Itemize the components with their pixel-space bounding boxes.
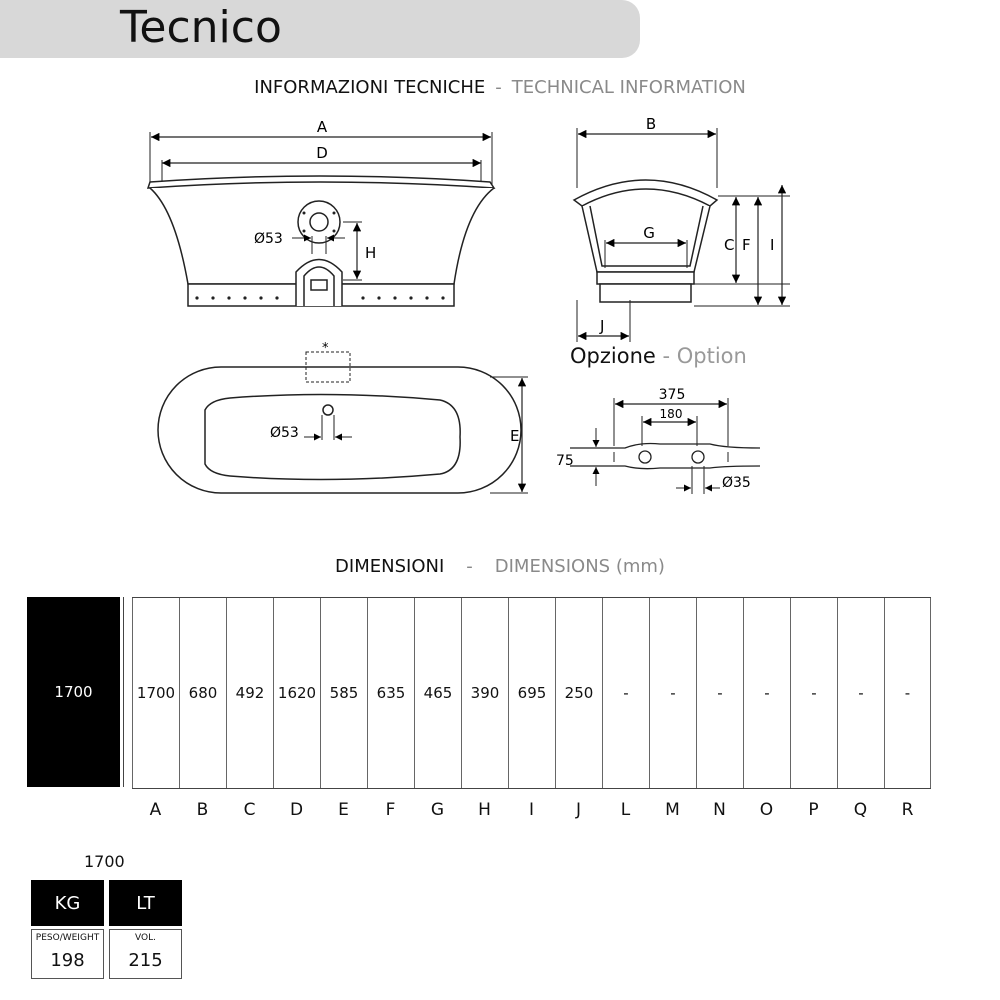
label-G: G — [643, 224, 655, 242]
weight-value: 198 — [50, 950, 85, 971]
dimensions-heading — [0, 556, 1000, 577]
label-B: B — [645, 115, 657, 133]
dimensions-en: DIMENSIONS (mm) — [494, 556, 665, 577]
dim-letter-P: P — [808, 800, 819, 820]
dim-letter-H: H — [478, 800, 491, 820]
dimensions-sep: - — [466, 556, 473, 577]
dim-letter-L: L — [620, 800, 631, 820]
dim-letter-F: F — [385, 800, 396, 820]
dim-letter-B: B — [196, 800, 209, 820]
top-view — [158, 352, 528, 493]
dim-letter-A: A — [149, 800, 162, 820]
label-C: C — [724, 236, 735, 254]
label-A: A — [316, 118, 328, 136]
dim-value-D: 1620 — [273, 598, 320, 788]
dim-value-A: 1700 — [132, 598, 179, 788]
dim-value-O: - — [743, 598, 790, 788]
kg-label-box: KG — [31, 880, 104, 926]
dimensions-it: DIMENSIONI — [335, 556, 445, 577]
dim-value-B: 680 — [179, 598, 226, 788]
dimension-letters — [132, 800, 931, 820]
table-divider — [123, 597, 124, 787]
dim-value-J: 250 — [555, 598, 602, 788]
dim-value-P: - — [790, 598, 837, 788]
dimensions-table — [132, 597, 931, 789]
option-sep: - — [662, 344, 671, 368]
label-I: I — [770, 236, 775, 254]
page-title: Tecnico — [120, 2, 282, 53]
dim-letter-M: M — [665, 800, 680, 820]
dim-value-M: - — [649, 598, 696, 788]
label-375: 375 — [658, 387, 686, 403]
option-heading — [570, 344, 747, 368]
label-E: E — [510, 427, 520, 445]
side-view — [574, 128, 790, 342]
dim-value-R: - — [884, 598, 931, 788]
weight-caption: PESO/WEIGHT — [35, 933, 100, 943]
volume-caption: VOL. — [135, 933, 156, 943]
volume-value: 215 — [128, 950, 163, 971]
dim-value-N: - — [696, 598, 743, 788]
dim-value-E: 585 — [320, 598, 367, 788]
label-F: F — [742, 236, 751, 254]
weight-box — [31, 929, 104, 979]
dim-value-F: 635 — [367, 598, 414, 788]
dim-value-G: 465 — [414, 598, 461, 788]
dim-letter-N: N — [713, 800, 726, 820]
tech-info-sep: - — [495, 77, 502, 98]
tech-info-en: TECHNICAL INFORMATION — [511, 77, 746, 98]
option-en: Option — [676, 344, 747, 368]
dim-value-Q: - — [837, 598, 884, 788]
label-180: 180 — [659, 407, 683, 421]
dim-value-I: 695 — [508, 598, 555, 788]
label-asterisk: * — [322, 341, 329, 356]
label-H: H — [365, 244, 377, 262]
label-75: 75 — [556, 453, 574, 469]
dim-letter-C: C — [243, 800, 256, 820]
dim-letter-E: E — [338, 800, 349, 820]
label-dia35: Ø35 — [722, 475, 751, 491]
label-dia53-front: Ø53 — [254, 231, 283, 247]
volume-box — [109, 929, 182, 979]
label-J: J — [600, 317, 605, 335]
model-cell: 1700 — [27, 597, 120, 787]
lt-label-box: LT — [109, 880, 182, 926]
dim-value-C: 492 — [226, 598, 273, 788]
dim-letter-I: I — [528, 800, 534, 820]
dim-letter-Q: Q — [853, 800, 868, 820]
dim-letter-G: G — [430, 800, 445, 820]
dim-letter-D: D — [289, 800, 304, 820]
dim-letter-R: R — [901, 800, 914, 820]
label-dia53-top: Ø53 — [270, 425, 299, 441]
tech-info-it: INFORMAZIONI TECNICHE — [254, 77, 486, 98]
dim-value-H: 390 — [461, 598, 508, 788]
option-it: Opzione — [570, 344, 656, 368]
dim-value-L: - — [602, 598, 649, 788]
weight-model-label: 1700 — [84, 852, 125, 871]
label-D: D — [316, 144, 328, 162]
dim-letter-J: J — [575, 800, 581, 820]
dim-letter-O: O — [759, 800, 774, 820]
